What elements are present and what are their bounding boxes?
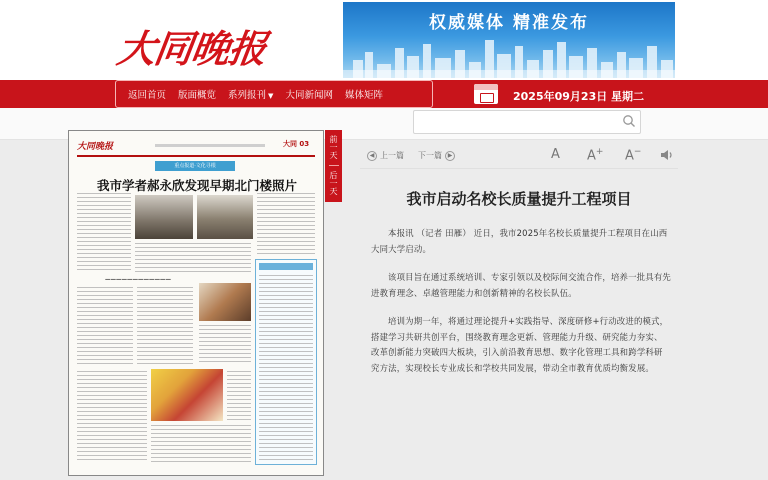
paper-text-block (135, 243, 251, 273)
paper-subhead: ———————————— (105, 277, 171, 283)
article-title: 我市启动名校长质量提升工程项目 (406, 190, 632, 208)
newspaper-page-image[interactable] (68, 130, 324, 476)
paper-headline[interactable]: 我市学者郝永欣发现早期北门楼照片 (96, 178, 297, 193)
nav-series-label: 系列报刊 (228, 90, 267, 101)
font-increase-label: A (587, 148, 596, 164)
site-header (0, 0, 768, 80)
main-nav-bar (0, 80, 768, 108)
font-decrease-label: A (625, 148, 634, 164)
day-nav-tabs (325, 130, 342, 202)
paper-text-block (151, 425, 251, 463)
header-banner (343, 2, 675, 78)
paper-photo-market (151, 369, 223, 421)
paper-text-block (77, 287, 133, 365)
prev-article-label: 上一篇 (380, 151, 404, 160)
nav-media-matrix[interactable]: 媒体矩阵 (344, 90, 383, 101)
paper-masthead: 大同晚报 (77, 142, 114, 152)
next-article-button[interactable] (418, 150, 458, 161)
paper-text-block (257, 193, 315, 255)
paper-photo-gatetower (197, 195, 253, 239)
search-icon[interactable] (622, 114, 636, 128)
chevron-down-icon: ▼ (268, 92, 274, 100)
paper-text-block (259, 275, 313, 461)
article-paragraph-1: 本报讯 （记者 田雁） 近日，我市2025年名校长质量提升工程项目在山西大同大学启动。 (371, 228, 668, 254)
prev-day-tab[interactable]: 前 一 天 (329, 134, 338, 160)
nav-news-site[interactable]: 大同新闻网 (285, 90, 333, 101)
issue-date: 2025年09月23日 星期二 (513, 90, 645, 103)
paper-text-block (137, 287, 193, 365)
font-size-increase-button[interactable] (587, 147, 603, 163)
arrow-right-icon: ▶ (445, 151, 455, 161)
next-article-label: 下一篇 (418, 151, 442, 160)
paper-section-tag: 重点报道·文化寻根 (155, 161, 235, 171)
speaker-icon[interactable] (660, 149, 674, 161)
paper-strip (155, 144, 265, 147)
nav-layout-overview[interactable]: 版面概览 (178, 90, 217, 101)
paper-photo-wall (135, 195, 193, 239)
plus-icon: + (595, 147, 604, 157)
article-toolbar (360, 145, 678, 169)
paper-top-rule (77, 155, 315, 157)
city-skyline-graphic (343, 38, 675, 78)
calendar-icon[interactable] (474, 84, 498, 104)
next-day-tab[interactable]: 后 一 天 (329, 171, 338, 197)
tab-divider (329, 165, 339, 166)
search-input[interactable] (413, 110, 641, 134)
prev-article-button[interactable] (364, 150, 404, 161)
minus-icon: − (633, 147, 642, 157)
paper-text-block (199, 325, 251, 365)
nav-home[interactable]: 返回首页 (128, 90, 167, 101)
nav-series-papers-dropdown[interactable] (222, 87, 279, 101)
article-paragraph-3: 培训为期一年，将通过理论提升+实践指导、深度研修+行动改进的模式，搭建学习共研共创平台，围绕教育理念更新、管理能力升级、研究能力夯实、改革创新能力突破四大板块，引入前沿教育思想、数字化管理工具和跨学科研究方法，实现校长专业成长和学校共同发展，带动全市教育优质均衡发展。 (371, 316, 669, 373)
paper-text-block (77, 371, 147, 463)
paper-text-block (227, 371, 251, 421)
font-size-decrease-button[interactable] (625, 147, 641, 163)
paper-page-label: 大同 03 (283, 140, 310, 148)
site-logo[interactable]: 大同晚报 (114, 26, 269, 71)
paper-text-block (77, 193, 131, 271)
banner-slogan: 权威媒体 精准发布 (429, 13, 589, 33)
paper-sidebar-header (259, 263, 313, 270)
main-nav (115, 80, 433, 108)
arrow-left-icon: ◀ (367, 151, 377, 161)
paper-photo-crowd (199, 283, 251, 321)
article-paragraph-2: 该项目旨在通过系统培训、专家引领以及校际间交流合作，培养一批具有先进教育理念、卓越管理能力和创新精神的名校长队伍。 (371, 272, 671, 298)
font-size-normal-button[interactable]: A (551, 147, 560, 162)
